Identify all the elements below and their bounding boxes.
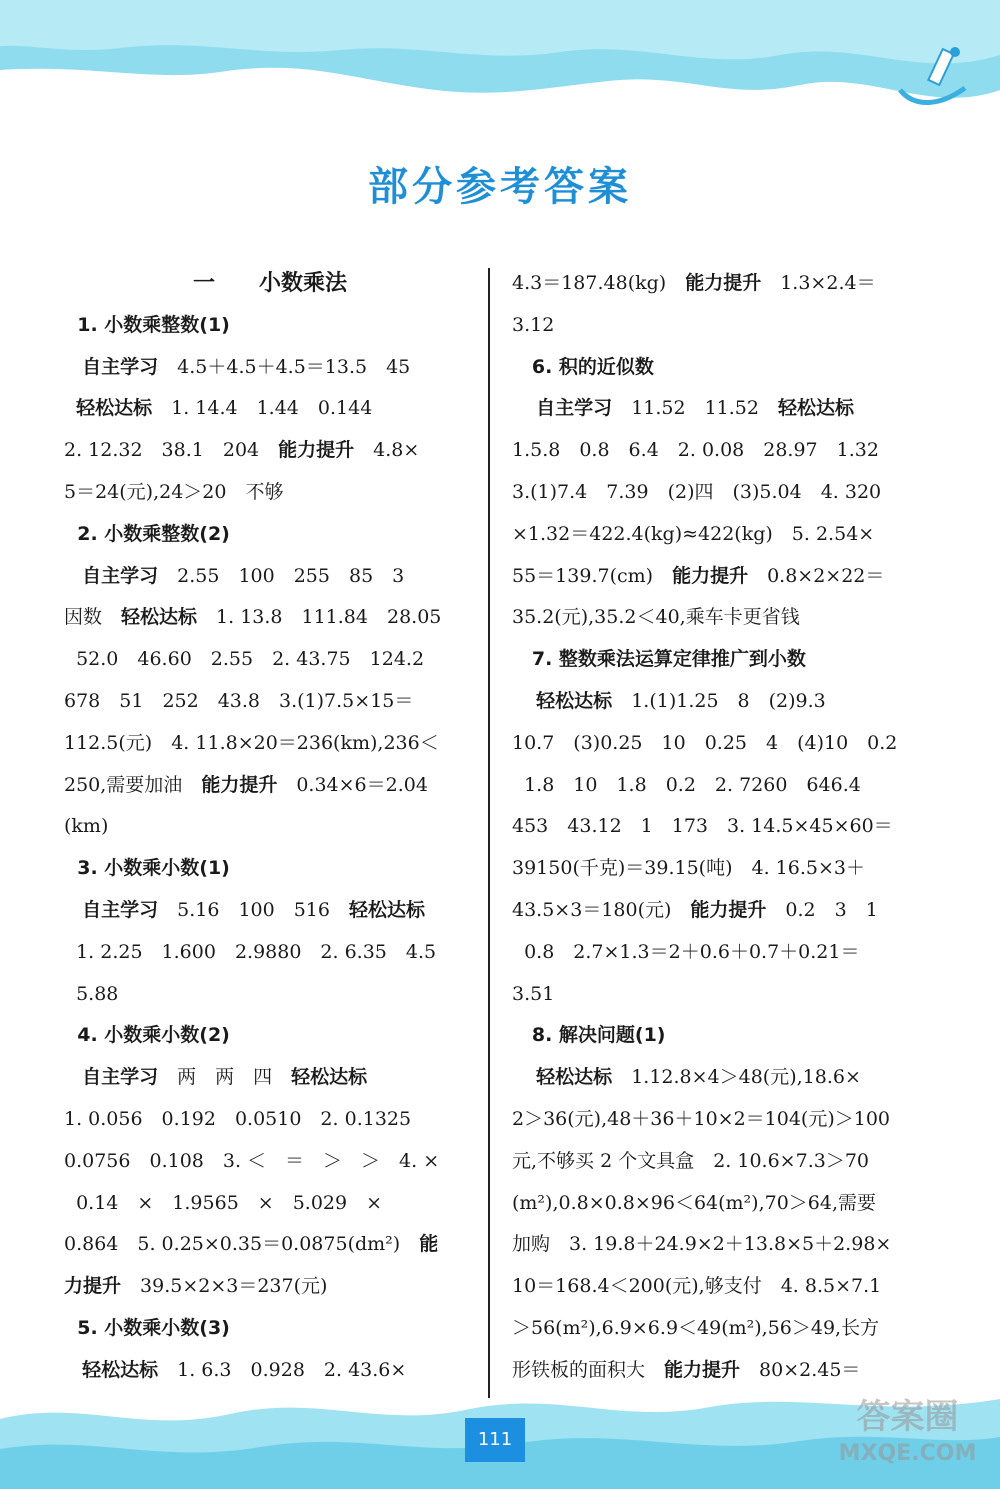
- answer-line: 0.14 × 1.9565 × 5.029 ×: [64, 1191, 383, 1214]
- answer-line: 250,需要加油 能力提升 0.34×6＝2.04: [64, 773, 428, 796]
- answer-line: 2. 12.32 38.1 204 能力提升 4.8×: [64, 439, 420, 462]
- answer-line: 自主学习 2.55 100 255 85 3: [82, 564, 405, 587]
- answer-line: 自主学习 5.16 100 516 轻松达标: [82, 898, 425, 921]
- answer-line: 自主学习 两 两 四 轻松达标: [82, 1066, 368, 1089]
- answer-line: 自主学习 11.52 11.52 轻松达标: [536, 397, 854, 420]
- section-heading: 2. 小数乘整数(2): [64, 522, 230, 545]
- page-number: 111: [465, 1418, 525, 1462]
- answer-line: 678 51 252 43.8 3.(1)7.5×15＝: [64, 689, 414, 712]
- answer-line: 加购 3. 19.8＋24.9×2＋13.8×5＋2.98×: [512, 1233, 892, 1256]
- watermark-logo-text: 答案圈: [856, 1397, 959, 1437]
- top-wave-decoration: [0, 0, 1000, 140]
- answer-line: 4.3＝187.48(kg) 能力提升 1.3×2.4＝: [512, 272, 876, 294]
- answer-line: 1.8 10 1.8 0.2 2. 7260 646.4: [512, 773, 861, 796]
- answer-line: 因数 轻松达标 1. 13.8 111.84 28.05: [64, 606, 442, 629]
- answer-line: 元,不够买 2 个文具盒 2. 10.6×7.3＞70: [512, 1149, 869, 1172]
- section-heading: 4. 小数乘小数(2): [64, 1024, 230, 1047]
- answer-line: 112.5(元) 4. 11.8×20＝236(km),236＜: [64, 731, 439, 754]
- answer-line: 1. 2.25 1.600 2.9880 2. 6.35 4.5: [64, 940, 437, 963]
- column-divider: [488, 268, 490, 1398]
- page-title: 部分参考答案: [368, 164, 632, 210]
- answer-line: 力提升 39.5×2×3＝237(元): [64, 1275, 328, 1298]
- answer-line: 3.51: [512, 982, 555, 1005]
- answer-line: 5＝24(元),24＞20 不够: [64, 480, 284, 503]
- answer-line: 3.(1)7.4 7.39 (2)四 (3)5.04 4. 320: [512, 480, 882, 503]
- section-heading: 5. 小数乘小数(3): [64, 1316, 230, 1339]
- answer-line: 0.8 2.7×1.3＝2＋0.6＋0.7＋0.21＝: [512, 940, 860, 963]
- left-column: [64, 263, 476, 1392]
- right-column: [512, 263, 924, 1392]
- answer-line: 轻松达标 1. 6.3 0.928 2. 43.6×: [82, 1358, 407, 1381]
- answer-line: 轻松达标 1.12.8×4＞48(元),18.6×: [536, 1066, 861, 1089]
- answer-line: 3.12: [512, 313, 555, 336]
- answer-line: 43.5×3＝180(元) 能力提升 0.2 3 1: [512, 898, 878, 921]
- answer-line: ×1.32＝422.4(kg)≈422(kg) 5. 2.54×: [512, 522, 875, 545]
- pen-icon: [895, 40, 975, 110]
- answer-line: 轻松达标 1. 14.4 1.44 0.144: [76, 397, 373, 420]
- answer-line: 35.2(元),35.2＜40,乘车卡更省钱: [512, 606, 800, 629]
- answer-line: 52.0 46.60 2.55 2. 43.75 124.2: [64, 648, 425, 671]
- section-heading: 3. 小数乘小数(1): [64, 857, 230, 880]
- answer-line: 1. 0.056 0.192 0.0510 2. 0.1325: [64, 1107, 412, 1130]
- answer-line: 5.88: [64, 982, 119, 1005]
- answer-line: (m²),0.8×0.8×96＜64(m²),70＞64,需要: [512, 1191, 877, 1214]
- section-heading: 1. 小数乘整数(1): [64, 313, 230, 336]
- watermark: [820, 1395, 995, 1485]
- answer-line: 0.864 5. 0.25×0.35＝0.0875(dm²) 能: [64, 1233, 439, 1256]
- answer-line: 55＝139.7(cm) 能力提升 0.8×2×22＝: [512, 564, 885, 587]
- chapter-heading: 一 小数乘法: [192, 271, 347, 296]
- answer-line: (km): [64, 815, 109, 838]
- answer-line: 10＝168.4＜200(元),够支付 4. 8.5×7.1: [512, 1275, 882, 1298]
- answer-line: 0.0756 0.108 3. ＜ ＝ ＞ ＞ 4. ×: [64, 1149, 440, 1172]
- answer-line: 10.7 (3)0.25 10 0.25 4 (4)10 0.2: [512, 731, 898, 754]
- answer-line: 453 43.12 1 173 3. 14.5×45×60＝: [512, 815, 893, 838]
- section-heading: 6. 积的近似数: [512, 355, 654, 378]
- answer-line: 自主学习 4.5＋4.5＋4.5＝13.5 45: [82, 355, 411, 378]
- answer-line: 1.5.8 0.8 6.4 2. 0.08 28.97 1.32: [512, 439, 879, 462]
- section-heading: 8. 解决问题(1): [512, 1024, 666, 1047]
- watermark-url: MXQE.COM: [838, 1441, 977, 1466]
- answer-line: ＞56(m²),6.9×6.9＜49(m²),56＞49,长方: [512, 1316, 880, 1339]
- answer-line: 2＞36(元),48＋36＋10×2＝104(元)＞100: [512, 1107, 891, 1130]
- answer-line: 39150(千克)＝39.15(吨) 4. 16.5×3＋: [512, 857, 865, 880]
- section-heading: 7. 整数乘法运算定律推广到小数: [512, 648, 806, 671]
- answer-line: 轻松达标 1.(1)1.25 8 (2)9.3: [536, 689, 826, 712]
- answer-line: 形铁板的面积大 能力提升 80×2.45＝: [512, 1358, 861, 1381]
